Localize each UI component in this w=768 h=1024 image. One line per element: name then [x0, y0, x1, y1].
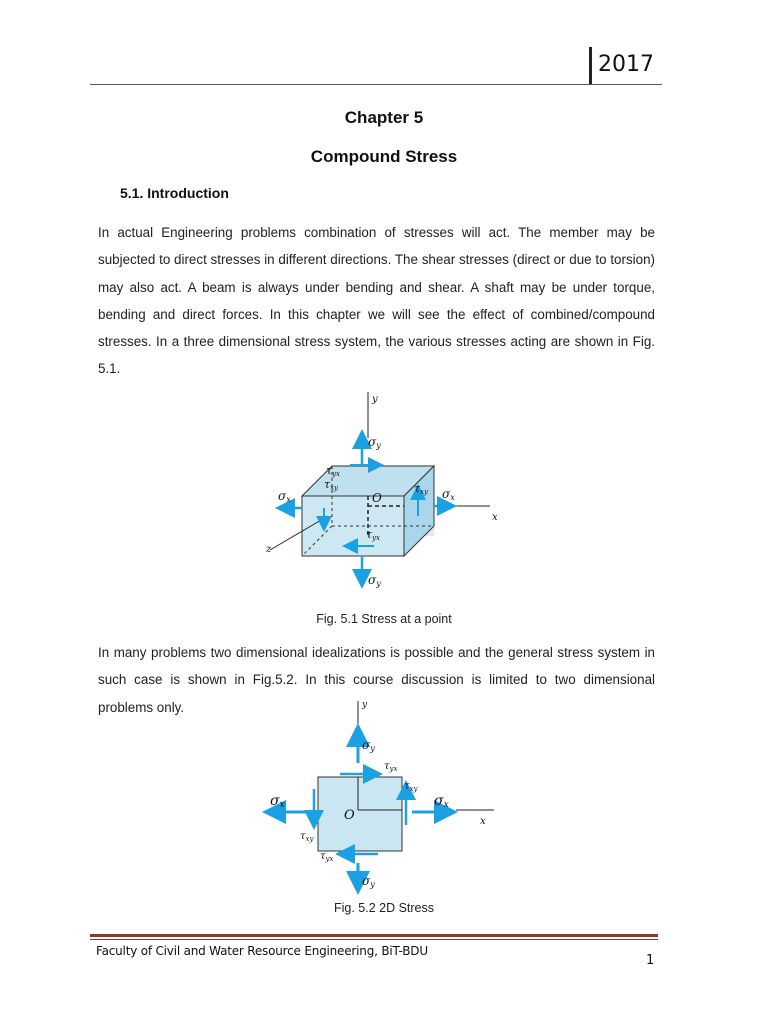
sigma-y-top: σ — [368, 435, 377, 449]
tau-xy-left-sub: xy — [330, 484, 338, 492]
two-dimensional-paragraph: In many problems two dimensional idealizations is possible and the general stress system in such case is shown in Fig.5.2. In this course discussion is limited to two dimensional problems only. — [98, 645, 655, 715]
tau-yx-top: τ — [326, 464, 333, 477]
tau-yx-top-sub: yx — [332, 470, 340, 478]
tau-yx-top-sub: yx — [389, 765, 398, 773]
footer-rule-thin — [90, 939, 658, 940]
y-axis-label: y — [372, 394, 378, 405]
sigma-y-bottom-sub: y — [370, 880, 375, 889]
sigma-x-left: σ — [278, 489, 287, 503]
tau-yx-bottom-sub: yx — [372, 534, 380, 542]
header-divider — [589, 47, 592, 85]
tau-yx-bottom-sub: yx — [325, 855, 334, 863]
sigma-x-left-sub: x — [286, 495, 291, 504]
sigma-x-right-sub: x — [443, 800, 449, 810]
sigma-x-right: σ — [434, 793, 444, 809]
stress-element — [318, 777, 402, 851]
sigma-y-top-sub: y — [370, 744, 375, 753]
header-rule — [90, 84, 662, 85]
sigma-y-top: σ — [362, 738, 371, 752]
sigma-x-left: σ — [270, 793, 280, 809]
sigma-x-right-sub: x — [450, 493, 455, 502]
tau-xy-right-sub: xy — [409, 785, 418, 793]
x-axis-label: x — [480, 816, 486, 827]
chapter-number: Chapter 5 — [344, 108, 424, 127]
tau-xy-right: τ — [414, 482, 421, 495]
footer-faculty: Faculty of Civil and Water Resource Engineering, BiT-BDU — [96, 944, 428, 958]
section-heading: 5.1. Introduction — [120, 185, 229, 201]
tau-xy-left: τ — [300, 831, 306, 842]
tau-yx-bottom: τ — [320, 851, 326, 862]
footer-rule-thick — [90, 934, 658, 937]
figure-3d-stress — [262, 388, 502, 600]
sigma-y-top-sub: y — [376, 441, 381, 450]
y-axis-label: y — [362, 700, 368, 710]
figure-2-caption: Fig. 5.2 2D Stress — [333, 901, 435, 915]
sigma-y-bottom-sub: y — [376, 579, 381, 588]
tau-yx-top: τ — [384, 761, 390, 772]
sigma-y-bottom: σ — [368, 573, 377, 587]
z-axis-label: z — [266, 544, 272, 555]
figure-2d-stress — [248, 697, 498, 895]
tau-xy-left: τ — [324, 478, 331, 491]
header-year: 2017 — [598, 52, 654, 77]
tau-yx-bottom: τ — [366, 528, 373, 541]
sigma-x-left-sub: x — [279, 800, 285, 810]
x-axis-label: x — [492, 512, 498, 523]
tau-xy-left-sub: xy — [305, 835, 314, 843]
tau-xy-right: τ — [404, 781, 410, 792]
origin-label: O — [372, 491, 382, 505]
origin-label: O — [344, 808, 355, 823]
sigma-x-right: σ — [442, 487, 451, 501]
page-number: 1 — [646, 953, 655, 968]
chapter-title: Compound Stress — [310, 147, 458, 166]
intro-paragraph: In actual Engineering problems combination of stresses will act. The member may be subjected to direct stresses in different directions. The shear stresses (direct or due to torsion) may also act. A beam is always under bending and shear. A shaft may be under torque, bending and direct forces. In this chapter we will see the effect of combined/compound stresses. In a three dimensional stress system, the various stresses acting are shown in Fig. 5.1. — [98, 225, 655, 377]
tau-xy-right-sub: xy — [420, 488, 428, 496]
sigma-y-bottom: σ — [362, 874, 371, 888]
figure-1-caption: Fig. 5.1 Stress at a point — [316, 612, 452, 626]
